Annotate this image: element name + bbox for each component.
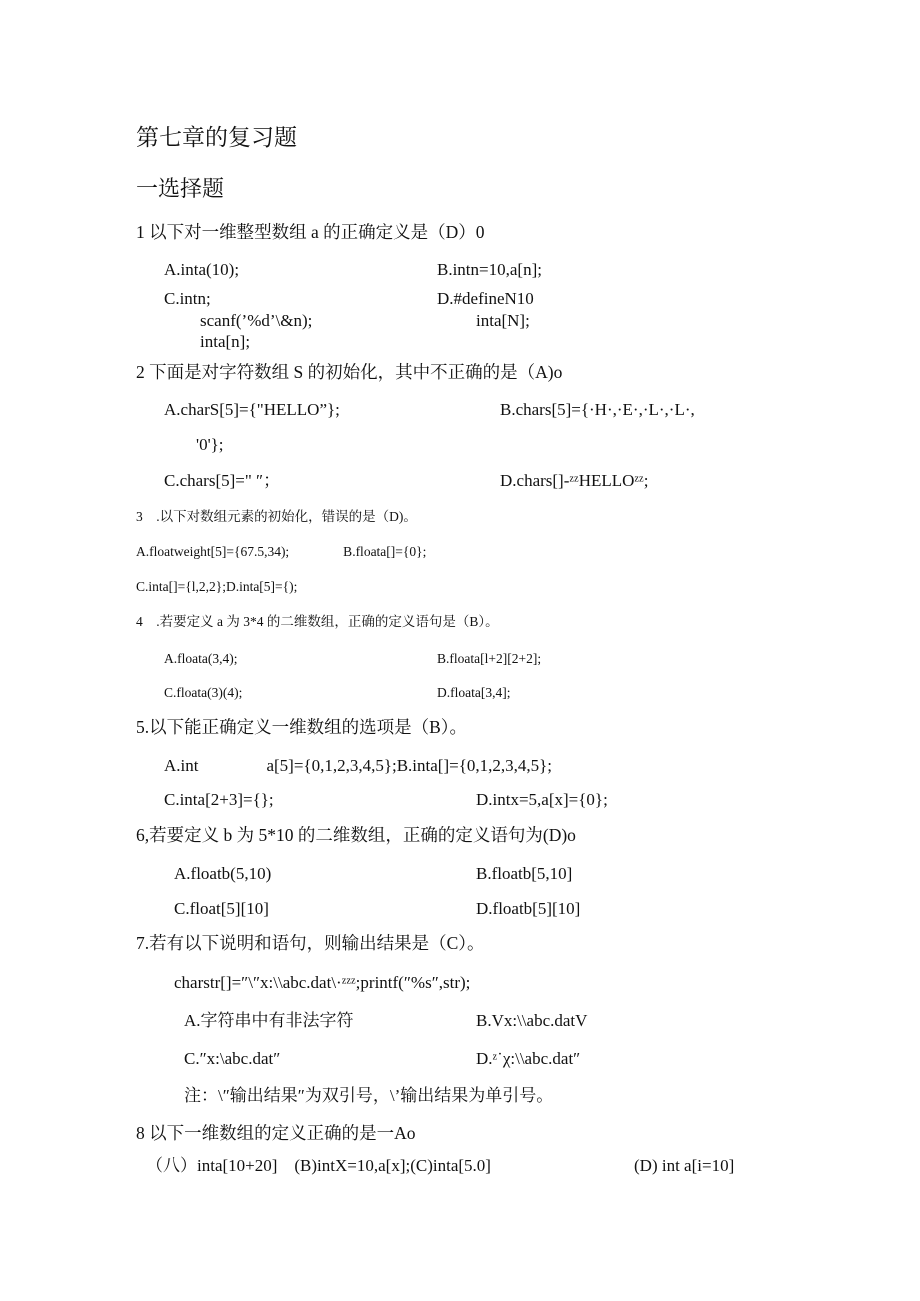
question-7-stem: 7.若有以下说明和语句，则输出结果是（C）。 [136,933,485,953]
question-4-option-a: A.floata(3,4); [164,651,238,666]
question-5-option-d: D.intx=5,a[x]={0}; [476,790,608,809]
question-7-code: charstr[]=″\″x:\\abc.dat\·ᶻᶻᶻ;printf(″%s″,str); [174,973,471,992]
question-3-options-cd: C.inta[]={l,2,2};D.inta[5]={); [136,579,298,594]
question-1-option-c: C.intn; [164,289,211,308]
question-7-option-b: B.Vx:\\abc.datV [476,1011,588,1030]
question-2-option-d: D.chars[]-ᶻᶻHELLOᶻᶻ; [500,471,649,490]
question-2-stem: 2 下面是对字符数组 S 的初始化，其中不正确的是（A)o [136,362,563,382]
question-1-option-a: A.inta(10); [164,260,240,279]
question-2-option-b-line2: '0'}; [196,435,224,454]
question-1-option-c-line3: inta[n]; [200,332,251,351]
question-6-option-a: A.floatb(5,10) [174,864,272,883]
question-1-option-d-line2: inta[N]; [476,311,530,330]
chapter-title: 第七章的复习题 [136,125,297,150]
question-8-option-d: (D) int a[i=10] [634,1156,735,1175]
question-5-options-ab: A.int a[5]={0,1,2,3,4,5};B.inta[]={0,1,2,3,4,5}; [164,756,553,775]
question-7-option-d: D.ᶻ˙χ:\\abc.dat″ [476,1049,581,1068]
question-1-option-b: B.intn=10,a[n]; [437,260,542,279]
question-4-stem: 4 .若要定义 a 为 3*4 的二维数组，正确的定义语句是（B）。 [136,614,499,629]
question-2-option-b: B.chars[5]={·H·,·E·,·L·,·L·, [500,400,695,419]
question-4-option-d: D.floata[3,4]; [437,685,511,700]
question-4-option-b: B.floata[l+2][2+2]; [437,651,542,666]
question-6-option-b: B.floatb[5,10] [476,864,573,883]
question-1-option-d: D.#defineN10 [437,289,534,308]
question-7-option-c: C.″x:\abc.dat″ [184,1049,281,1068]
question-6-stem: 6,若要定义 b 为 5*10 的二维数组，正确的定义语句为(D)o [136,825,576,845]
question-8-stem: 8 以下一维数组的定义正确的是一Ao [136,1123,416,1143]
question-6-option-c: C.float[5][10] [174,899,269,918]
section-heading: 一选择题 [136,176,225,201]
question-4-option-c: C.floata(3)(4); [164,685,243,700]
question-7-note: 注：\″输出结果″为双引号，\’输出结果为单引号。 [184,1086,554,1105]
question-1-option-c-line2: scanf(’%d’\&n); [200,311,313,330]
question-3-options-ab: A.floatweight[5]={67.5,34); B.floata[]={0}; [136,544,427,559]
question-5-option-c: C.inta[2+3]={}; [164,790,274,809]
question-5-stem: 5.以下能正确定义一维数组的选项是（B）。 [136,717,468,737]
question-2-option-a: A.charS[5]={"HELLO”}; [164,400,340,419]
question-7-option-a: A.字符串中有非法字符 [184,1011,354,1030]
question-6-option-d: D.floatb[5][10] [476,899,581,918]
question-8-options-abc: （八）inta[10+20] (B)intX=10,a[x];(C)inta[5.0] [146,1156,491,1175]
question-3-stem: 3 .以下对数组元素的初始化，错误的是（D)。 [136,509,417,524]
question-1-stem: 1 以下对一维整型数组 a 的正确定义是（D）0 [136,222,485,242]
question-2-option-c: C.chars[5]=" ″； [164,471,281,490]
